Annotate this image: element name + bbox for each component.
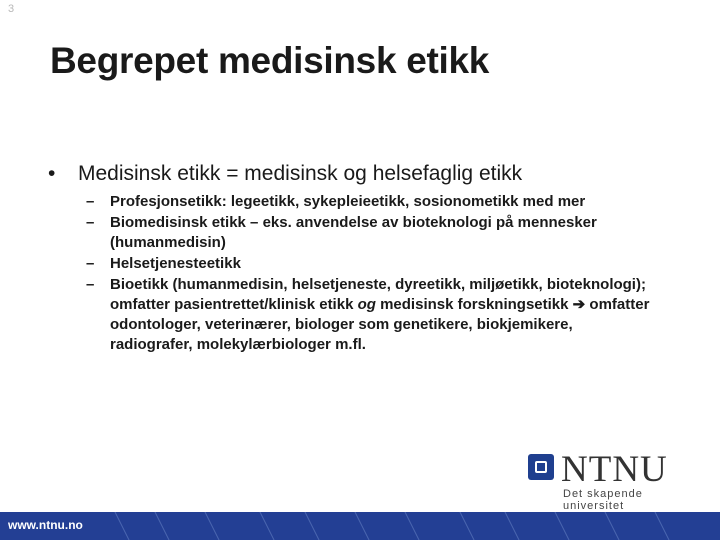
- arrow-right-icon: ➔: [572, 296, 586, 313]
- slide-body: [48, 160, 668, 356]
- bullet-item: [48, 160, 668, 188]
- dash-marker: –: [86, 276, 95, 293]
- sub-bullet-item: [86, 254, 656, 274]
- dash-marker: –: [86, 214, 95, 231]
- sub-bullet-text: [110, 275, 656, 355]
- sub-bullet-item: [86, 213, 656, 253]
- footer-url[interactable]: www.ntnu.no: [8, 518, 83, 532]
- ntnu-logo: [528, 449, 708, 512]
- sub-bullet-list: [86, 192, 656, 355]
- dash-marker: –: [86, 193, 95, 210]
- ntnu-logo-icon: [528, 454, 554, 480]
- bullet-text: Medisinsk etikk = medisinsk og helsefaglig etikk: [78, 162, 523, 185]
- sub-bullet-item: [86, 192, 656, 212]
- logo-wordmark: NTNU: [561, 449, 668, 490]
- bullet-marker: •: [48, 162, 56, 185]
- sub-bullet-text: Profesjonsetikk: legeetikk, sykepleieetikk, sosionometikk med mer: [110, 193, 586, 210]
- footer-decoration: [0, 512, 720, 540]
- emphasis-text: og: [357, 296, 376, 313]
- sub-bullet-item: [86, 275, 656, 355]
- dash-marker: –: [86, 255, 95, 272]
- footer-bar: [0, 512, 720, 540]
- sub-bullet-text: Biomedisinsk etikk – eks. anvendelse av bioteknologi på mennesker (humanmedisin): [110, 214, 597, 251]
- logo-tagline: Det skapende universitet: [563, 488, 643, 512]
- text-segment: Bioetikk (humanmedisin, helsetjeneste, dyreetikk, miljøetikk, bioteknologi); omfatter pasientrettet/klinisk etikk: [110, 276, 646, 313]
- slide-number: 3: [8, 3, 15, 15]
- text-segment: medisinsk forskningsetikk: [375, 296, 573, 313]
- text-segment: omfatter odontologer, veterinærer, biologer som genetikere, biokjemikere, radiografer, molekylærbiologer m.fl.: [110, 296, 650, 353]
- sub-bullet-text: Helsetjenesteetikk: [110, 255, 241, 272]
- slide-title: Begrepet medisinsk etikk: [50, 40, 490, 81]
